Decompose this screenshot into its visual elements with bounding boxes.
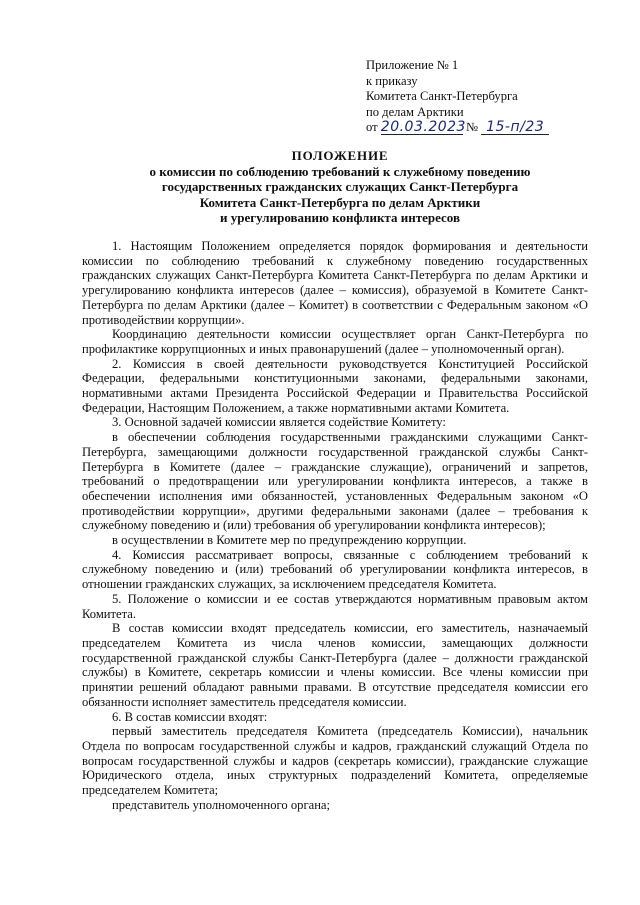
title-line-5: и урегулированию конфликта интересов <box>219 210 460 226</box>
paragraph: Координацию деятельности комиссии осуществляет орган Санкт-Петербурга по профилактике коррупционных и иных правонарушений (далее – уполномоченный орган). <box>82 327 588 356</box>
order-date-number-line <box>366 120 606 136</box>
title-line-4: Комитета Санкт-Петербурга по делам Арктики <box>199 194 481 210</box>
document-title <box>90 148 590 226</box>
paragraph: в осуществлении в Комитете мер по предупреждению коррупции. <box>112 533 467 548</box>
paragraph: в обеспечении соблюдения государственными гражданскими служащими Санкт-Петербурга, замещающими должности государственной гражданской службы Санкт-Петербурга в Комитете (далее – гражданские служащие), ограничений и запретов, требований о предотвращении или урегулировании конфликта интересов, а также в обеспечении исполнения ими обязанностей, установленных Федеральным законом «О противодействии коррупции», другими федеральными законами (далее – требования к служебному поведению и (или) требования об урегулировании конфликта интересов); <box>82 430 588 533</box>
from-label: от <box>366 120 378 135</box>
number-label: № <box>465 120 478 135</box>
order-date-handwritten: 20.03.2023 <box>380 119 466 136</box>
title-line-2: о комиссии по соблюдению требований к служебному поведению <box>149 163 531 179</box>
appendix-order-ref: к приказу <box>366 73 418 88</box>
title-line-3: государственных гражданских служащих Санкт-Петербурга <box>161 179 519 195</box>
paragraph: 3. Основной задачей комиссии является содействие Комитету: <box>112 415 446 430</box>
paragraph: 6. В состав комиссии входят: <box>112 709 268 724</box>
order-number-handwritten: 15-п/23 <box>481 120 549 135</box>
paragraph: В состав комиссии входят председатель комиссии, его заместитель, назначаемый председателем Комитета из числа членов комиссии, замещающих должности государственной гражданской службы Санкт-Петербурга (далее – должности гражданской службы) в Комитете, секретарь комиссии и члены комиссии. Все члены комиссии при принятии решений обладают равными правами. В отсутствие председателя комиссии его обязанности исполняет заместитель председателя комиссии. <box>82 621 588 709</box>
paragraph: представитель уполномоченного органа; <box>112 797 331 812</box>
document-body <box>82 239 588 812</box>
appendix-committee: Комитета Санкт-Петербурга <box>366 89 518 104</box>
paragraph: первый заместитель председателя Комитета (председатель Комиссии), начальник Отдела по вопросам государственной службы и кадров, гражданский служащий Отдела по вопросам государственной службы и кадров (секретарь комиссии), гражданские служащие Юридического отдела, иных структурных подразделений Комитета, определяемые председателем Комитета; <box>82 724 588 798</box>
paragraph: 4. Комиссия рассматривает вопросы, связанные с соблюдением требований к служебному поведению и (или) требований об урегулировании конфликта интересов, в отношении гражданских служащих, за исключением председателя Комитета. <box>82 547 588 592</box>
appendix-header <box>366 58 606 136</box>
paragraph: 1. Настоящим Положением определяется порядок формирования и деятельности комиссии по соблюдению требований к служебному поведению государственных гражданских служащих Санкт-Петербурга Комитета Санкт-Петербурга по делам Арктики и урегулированию конфликта интересов (далее – комиссия), образуемой в Комитете Санкт-Петербурга по делам Арктики (далее – Комитет) в соответствии с Федеральным законом «О противодействии коррупции». <box>82 239 588 327</box>
appendix-department: по делам Арктики <box>366 104 464 119</box>
appendix-number: Приложение № 1 <box>366 58 459 72</box>
title-heading: ПОЛОЖЕНИЕ <box>291 148 389 163</box>
paragraph: 5. Положение о комиссии и ее состав утверждаются нормативным правовым актом Комитета. <box>82 591 588 621</box>
paragraph: 2. Комиссия в своей деятельности руководствуется Конституцией Российской Федерации, федеральными конституционными законами, федеральными законами, нормативными актами Президента Российской Федерации и Правительства Российской Федерации, Настоящим Положением, а также нормативными актами Комитета. <box>82 356 588 415</box>
